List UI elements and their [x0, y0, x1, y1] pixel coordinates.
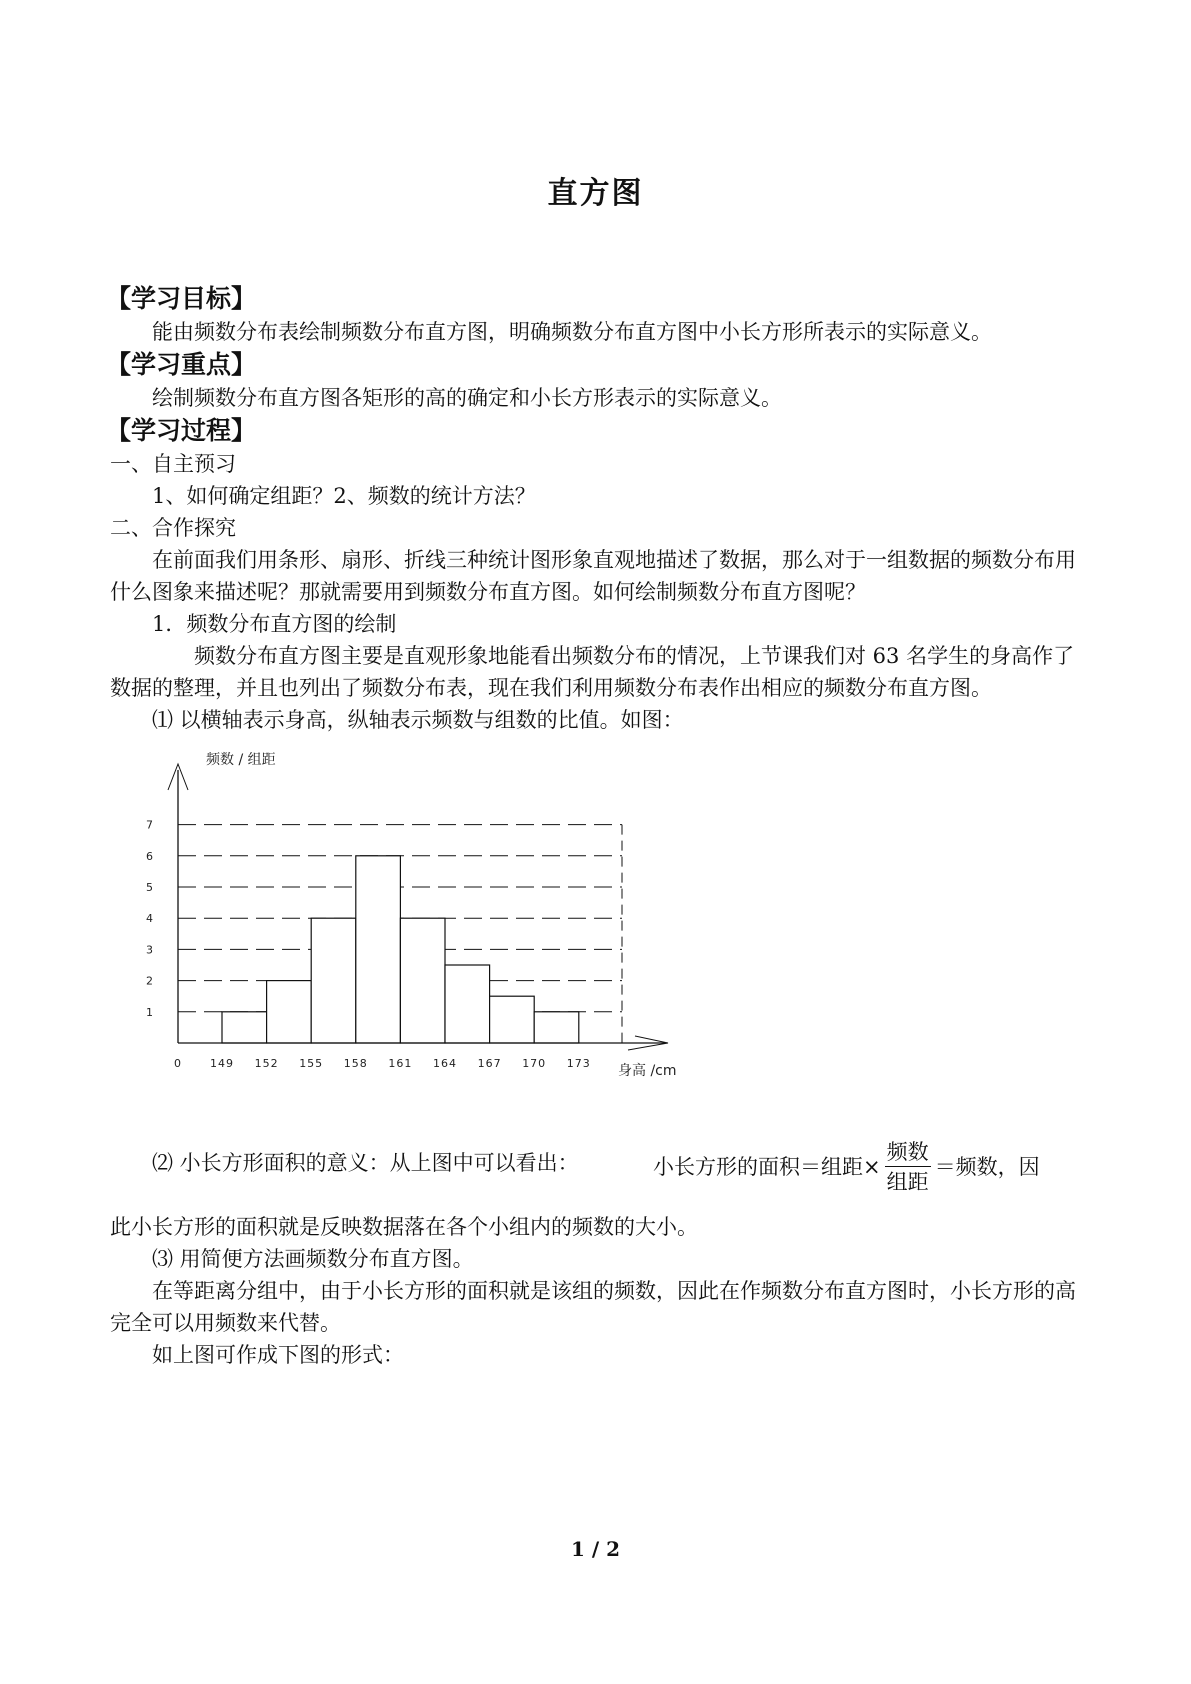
y-tick-label: 3 — [146, 943, 153, 957]
x-tick-label: 167 — [477, 1057, 502, 1070]
sub1-text: 频数分布直方图主要是直观形象地能看出频数分布的情况，上节课我们对 63 名学生的身高作了数据的整理，并且也列出了频数分布表，现在我们利用频数分布表作出相应的频数分布直方图。 — [110, 644, 1075, 700]
step3-title: ⑶ 用简便方法画频数分布直方图。 — [152, 1247, 474, 1271]
histogram-bar — [356, 856, 401, 1043]
document-body — [106, 282, 1090, 1371]
document-title: 直方图 — [547, 176, 644, 211]
page-number: 1 / 2 — [570, 1537, 621, 1561]
part1-text: 1、如何确定组距？2、频数的统计方法？ — [152, 484, 536, 508]
formula-fraction — [885, 1138, 931, 1197]
y-tick-label: 2 — [146, 974, 153, 988]
histogram-svg — [110, 742, 1090, 1127]
process-heading: 【学习过程】 — [106, 416, 257, 445]
histogram-chart — [110, 742, 1090, 1127]
histogram-bar — [445, 965, 490, 1043]
x-tick-label: 0 — [174, 1057, 182, 1070]
x-tick-label: 152 — [254, 1057, 279, 1070]
step2-continuation: 此小长方形的面积就是反映数据落在各个小组内的频数的大小。 — [110, 1215, 698, 1239]
histogram-bar — [222, 1012, 267, 1043]
y-axis-label: 频数 / 组距 — [206, 752, 276, 768]
formula-numerator: 频数 — [885, 1138, 931, 1167]
formula-right: ＝频数 — [934, 1155, 998, 1179]
step2-lead: ⑵ 小长方形面积的意义：从上图中可以看出： — [152, 1151, 579, 1175]
x-tick-label: 161 — [388, 1057, 413, 1070]
x-tick-label: 155 — [299, 1057, 324, 1070]
formula-row — [110, 1135, 1090, 1211]
area-formula — [653, 1135, 1040, 1199]
histogram-bar — [534, 1012, 579, 1043]
part2-text: 在前面我们用条形、扇形、折线三种统计图形象直观地描述了数据，那么对于一组数据的频数分布用什么图象来描述呢？那就需要用到频数分布直方图。如何绘制频数分布直方图呢？ — [110, 548, 1076, 604]
x-axis-label: 身高 /cm — [618, 1063, 677, 1079]
formula-tail: ，因 — [997, 1155, 1040, 1179]
goal-heading: 【学习目标】 — [106, 284, 257, 313]
y-tick-label: 7 — [146, 818, 153, 832]
part2-title: 二、合作探究 — [110, 516, 236, 540]
goal-text: 能由频数分布表绘制频数分布直方图，明确频数分布直方图中小长方形所表示的实际意义。 — [152, 320, 992, 344]
histogram-bar — [490, 996, 535, 1043]
focus-text: 绘制频数分布直方图各矩形的高的确定和小长方形表示的实际意义。 — [152, 386, 782, 410]
step1-text: ⑴ 以横轴表示身高，纵轴表示频数与组数的比值。如图： — [152, 708, 684, 732]
y-tick-label: 6 — [146, 849, 153, 863]
x-tick-label: 158 — [343, 1057, 368, 1070]
histogram-bar — [400, 918, 445, 1043]
formula-left: 小长方形的面积＝组距× — [653, 1155, 881, 1179]
x-tick-label: 170 — [522, 1057, 547, 1070]
y-tick-label: 4 — [146, 912, 153, 926]
focus-heading: 【学习重点】 — [106, 350, 257, 379]
y-tick-label: 1 — [146, 1005, 153, 1019]
step3-text: 在等距离分组中，由于小长方形的面积就是该组的频数，因此在作频数分布直方图时，小长方形的高完全可以用频数来代替。 — [110, 1279, 1076, 1335]
part1-title: 一、自主预习 — [110, 452, 236, 476]
histogram-bar — [311, 918, 356, 1043]
histogram-bar — [267, 981, 312, 1043]
x-tick-label: 164 — [433, 1057, 457, 1070]
x-tick-label: 149 — [210, 1057, 234, 1070]
step3-tail: 如上图可作成下图的形式： — [152, 1343, 404, 1367]
y-tick-label: 5 — [146, 881, 153, 894]
formula-denominator: 组距 — [886, 1169, 929, 1194]
sub1-title: 1．频数分布直方图的绘制 — [152, 612, 397, 636]
x-tick-label: 173 — [566, 1057, 591, 1070]
